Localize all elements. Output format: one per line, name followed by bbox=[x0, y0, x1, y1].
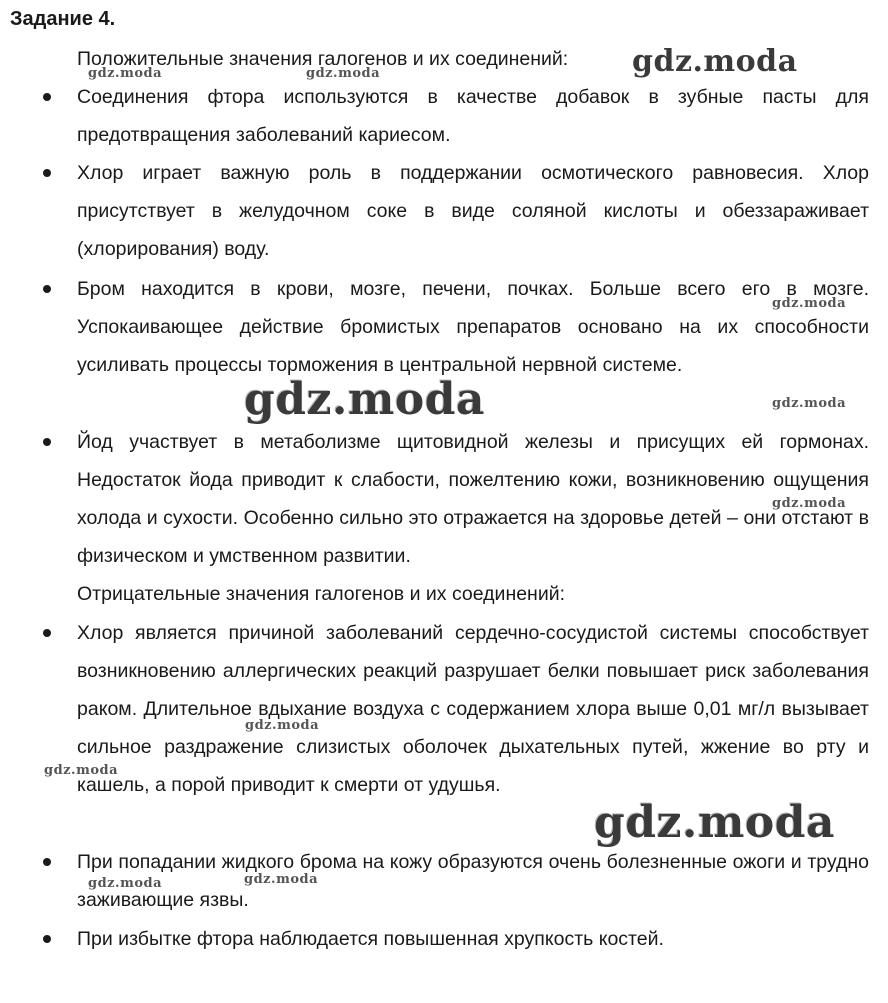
bullet-icon bbox=[43, 438, 51, 446]
watermark-logo: gdz.moda bbox=[245, 718, 320, 733]
list-item-text: Соединения фтора используются в качестве добавок в зубные пасты для предотвращения заболеваний кариесом. bbox=[77, 86, 869, 146]
list-item-text: Йод участвует в метаболизме щитовидной железы и присущих ей гормонах. Недостаток йода приводит к слабости, пожелтению кожи, возникновению ощущения холода и сухости. Особенно сильно это отражается на здоровье детей – они отстают в физическом и умственном развитии. bbox=[77, 431, 869, 567]
watermark-logo: gdz.moda bbox=[244, 872, 319, 887]
bullet-icon bbox=[43, 629, 51, 637]
list-item bbox=[77, 920, 869, 958]
watermark-logo: gdz.moda bbox=[88, 876, 163, 891]
list-item bbox=[77, 843, 869, 919]
list-item-text: Бром находится в крови, мозге, печени, почках. Больше всего его в мозге. Успокаивающее действие бромистых препаратов основано на их способности усиливать процессы торможения в центральной нервной системе. bbox=[77, 278, 869, 376]
watermark-logo: gdz.moda bbox=[772, 396, 847, 411]
bullet-icon bbox=[43, 935, 51, 943]
watermark-logo: gdz.moda bbox=[88, 66, 163, 81]
watermark-logo: gdz.moda bbox=[306, 66, 381, 81]
list-item bbox=[77, 78, 869, 154]
list-item bbox=[77, 614, 869, 804]
task-title: Задание 4. bbox=[10, 8, 116, 30]
list-item bbox=[77, 270, 869, 384]
bullet-icon bbox=[43, 169, 51, 177]
list-item-text: При попадании жидкого брома на кожу образуются очень болезненные ожоги и трудно заживающие язвы. bbox=[77, 851, 869, 911]
bullet-icon bbox=[43, 858, 51, 866]
list-item-text: Хлор является причиной заболеваний сердечно-сосудистой системы способствует возникновению аллергических реакций разрушает белки повышает риск заболевания раком. Длительное вдыхание воздуха с содержанием хлора выше 0,01 мг/л вызывает сильное раздражение слизистых оболочек дыхательных путей, жжение во рту и кашель, а порой приводит к смерти от удушья. bbox=[77, 622, 869, 796]
watermark-logo: gdz.moda bbox=[772, 296, 847, 311]
list-item bbox=[77, 423, 869, 575]
watermark-logo: gdz.moda bbox=[632, 44, 798, 79]
negative-heading: Отрицательные значения галогенов и их соединений: bbox=[77, 583, 566, 605]
list-item-text: Хлор играет важную роль в поддержании осмотического равновесия. Хлор присутствует в желудочном соке в виде соляной кислоты и обеззараживает (хлорирования) воду. bbox=[77, 162, 869, 260]
watermark-logo: gdz.moda bbox=[772, 496, 847, 511]
watermark-logo: gdz.moda bbox=[594, 797, 836, 848]
bullet-icon bbox=[43, 285, 51, 293]
list-item bbox=[77, 154, 869, 268]
watermark-logo: gdz.moda bbox=[44, 763, 119, 778]
list-item-text: При избытке фтора наблюдается повышенная хрупкость костей. bbox=[77, 928, 664, 950]
positive-heading: Положительные значения галогенов и их соединений: bbox=[77, 48, 569, 70]
watermark-logo: gdz.moda bbox=[244, 374, 486, 425]
bullet-icon bbox=[43, 93, 51, 101]
